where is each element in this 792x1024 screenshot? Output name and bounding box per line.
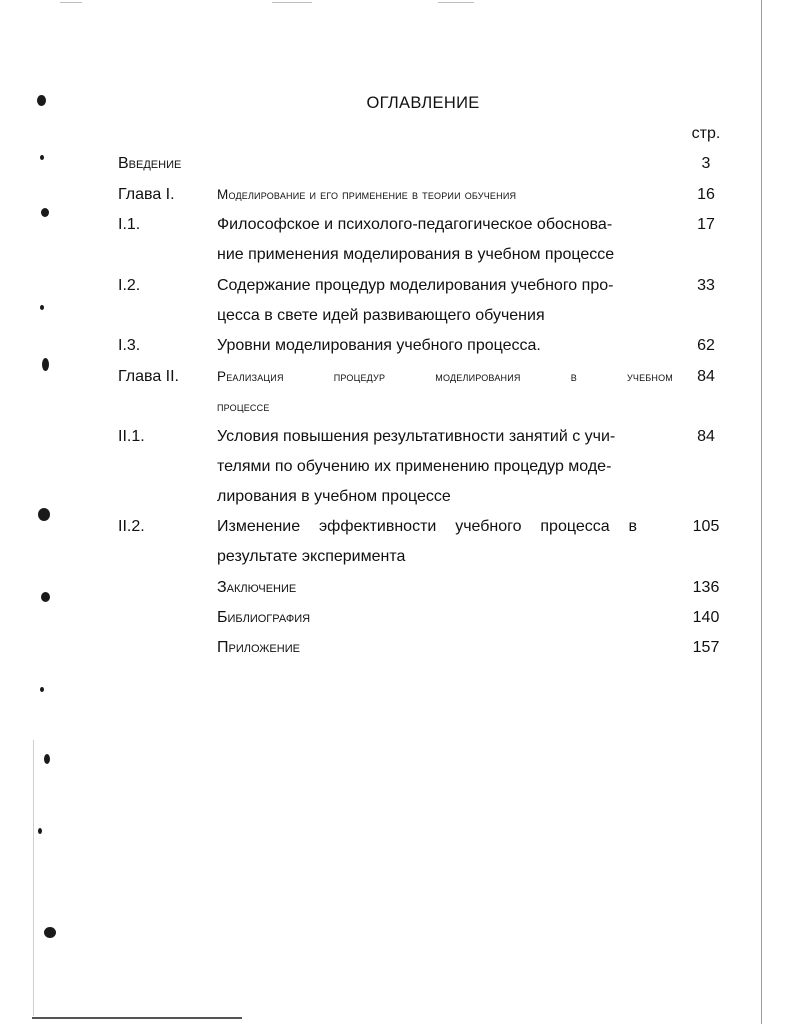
toc-entry-page: 105: [692, 518, 720, 535]
toc-entry-number: II.2.: [118, 518, 145, 535]
toc-entry-title: Приложение: [217, 639, 300, 656]
binding-hole: [40, 155, 44, 160]
toc-entry-page: 84: [697, 428, 715, 445]
toc-entry-page: 17: [697, 216, 715, 233]
toc-entry-number: I.2.: [118, 277, 141, 294]
binding-hole: [40, 305, 44, 310]
binding-hole: [38, 508, 50, 521]
toc-entry-page: 140: [692, 609, 720, 626]
toc-entry-title: Философское и психолого-педагогическое обоснова-: [217, 216, 613, 233]
binding-hole: [41, 592, 50, 602]
toc-entry-page: 157: [692, 639, 720, 656]
toc-entry-page: 136: [692, 579, 720, 596]
toc-entry-title: [217, 362, 673, 393]
page-title: ОГЛАВЛЕНИЕ: [366, 94, 480, 112]
binding-hole: [40, 687, 44, 692]
toc-entry-number: Глава II.: [118, 368, 179, 385]
toc-entry-number: I.1.: [118, 216, 141, 233]
binding-hole: [38, 828, 42, 834]
toc-entry-title: [217, 512, 637, 543]
toc-entry-title: лирования в учебном процессе: [217, 488, 451, 505]
scan-edge-top-mark: [60, 2, 82, 3]
toc-entry-title: Библиография: [217, 609, 311, 626]
toc-entry-title: Уровни моделирования учебного процесса.: [217, 337, 541, 354]
toc-entry-page: 33: [697, 277, 715, 294]
toc-entry-title-line: Реализация процедур моделирования в учебном: [217, 369, 673, 384]
binding-hole: [44, 754, 50, 764]
toc-entry-title: цесса в свете идей развивающего обучения: [217, 307, 545, 324]
toc-entry-page: 62: [697, 337, 715, 354]
toc-entry-page: 3: [701, 155, 711, 172]
page-column-label: стр.: [691, 125, 721, 142]
toc-entry-title: процессе: [217, 399, 270, 414]
scan-edge-bottom: [32, 1017, 242, 1019]
binding-hole: [41, 208, 49, 217]
toc-entry-title: телями по обучению их применению процедур моде-: [217, 458, 612, 475]
toc-entry-title: Содержание процедур моделирования учебного про-: [217, 277, 614, 294]
scan-edge-left: [33, 740, 34, 1016]
toc-entry-title: Условия повышения результативности занятий с учи-: [217, 428, 616, 445]
toc-entry-page: 84: [697, 368, 715, 385]
scan-edge-top-mark: [272, 2, 312, 3]
scan-edge-top-mark: [438, 2, 474, 3]
toc-entry-title: Заключение: [217, 579, 297, 596]
toc-entry-title-line: Изменение эффективности учебного процесса в: [217, 518, 637, 535]
toc-entry-number: Глава I.: [118, 186, 175, 203]
toc-entry-title: результате эксперимента: [217, 548, 406, 565]
scan-edge-right: [761, 0, 762, 1024]
toc-entry-number: II.1.: [118, 428, 145, 445]
toc-entry-title: Моделирование и его применение в теории обучения: [217, 187, 517, 202]
binding-hole: [44, 927, 56, 938]
toc-entry-number: Введение: [118, 155, 182, 172]
toc-entry-page: 16: [697, 186, 715, 203]
binding-hole: [42, 358, 49, 371]
toc-entry-title: ние применения моделирования в учебном процессе: [217, 246, 615, 263]
toc-entry-number: I.3.: [118, 337, 141, 354]
